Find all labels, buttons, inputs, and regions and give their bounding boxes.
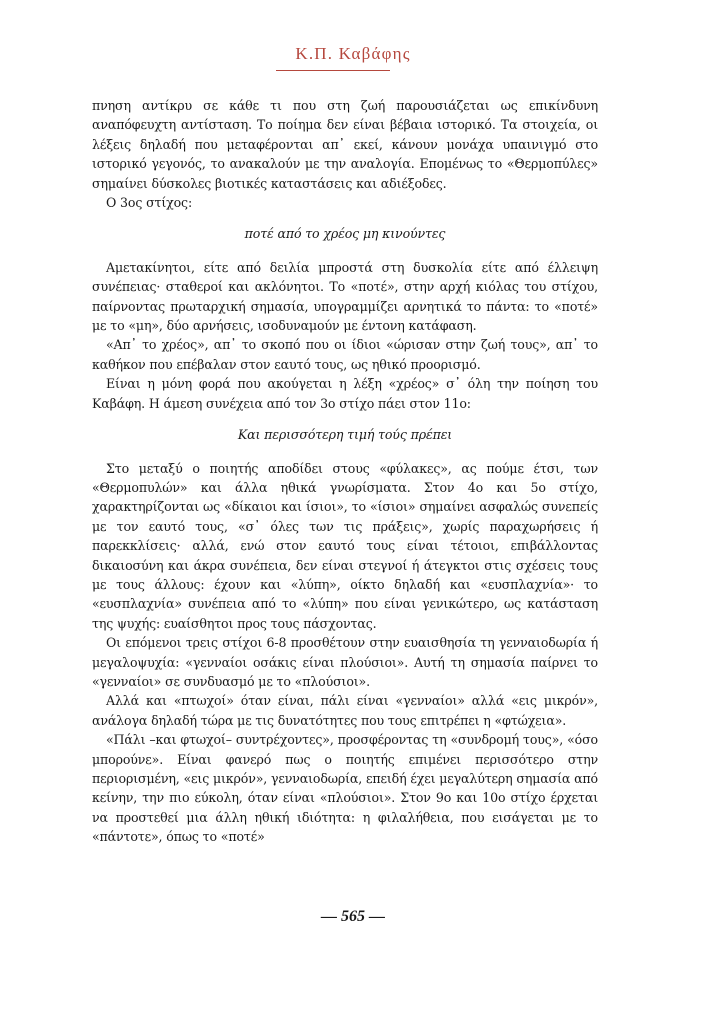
page-number: — 565 — — [321, 908, 385, 925]
paragraph: Ο 3ος στίχος: — [106, 195, 193, 211]
paragraph: Είναι η μόνη φορά που ακούγεται η λέξη «χρέος» σ᾽ όλη την ποίηση του Καβάφη. Η άμεση συνέχεια από τον 3ο στίχο πάει στον 11ο: — [92, 376, 598, 411]
paragraph: Οι επόμενοι τρεις στίχοι 6-8 προσθέτουν στην ευαισθησία τη γενναιοδωρία ή μεγαλοψυχία: «γενναίοι οσάκις είναι πλούσιοι». Αυτή τη σημασία παίρνει το «γενναίοι» σε συνδυασμό με το «πλούσιοι». — [92, 635, 598, 689]
main-text — [92, 96, 598, 847]
paragraph: πνηση αντίκρυ σε κάθε τι που στη ζωή παρουσιάζεται ως επικίνδυνη αναπόφευχτη αντίσταση. Το ποίημα δεν είναι βέβαια ιστορικό. Τα στοιχεία, οι λέξεις δηλαδή που μεταφέρονται απ᾽ εκεί, κάνουν μονάχα υπαινιγμό στο ιστορικό γεγονός, το ανακαλούν με την αναλογία. Επομένως το «Θερμοπύλες» σημαίνει δύσκολες βιοτικές καταστάσεις και αδιέξοδες. — [92, 98, 598, 191]
paragraph: Αλλά και «πτωχοί» όταν είναι, πάλι είναι «γενναίοι» αλλά «εις μικρόν», ανάλογα δηλαδή τώρα με τις δυνατότητες που τους επιτρέπει η «φτώχεια». — [92, 693, 598, 728]
quoted-verse: Και περισσότερη τιμή τούς πρέπει — [237, 427, 453, 443]
running-header: Κ.Π. Καβάφης — [295, 44, 411, 63]
paragraph: Στο μεταξύ ο ποιητής αποδίδει στους «φύλακες», ας πούμε έτσι, των «Θερμοπυλών» και άλλα ηθικά γνωρίσματα. Στον 4ο και 5ο στίχο, χαρακτηρίζονται ως «δίκαιοι και ίσιοι», το «ίσιοι» σημαίνει ασφαλώς συνεπείς με τον εαυτό τους, «σ᾽ όλες των τις πράξεις», χωρίς παραχωρήσεις ή παρεκκλίσεις· αλλά, ενώ στον εαυτό τους είναι τέτοιοι, επιβάλλοντας δικαιοσύνη και άκρα συνέπεια, δεν είναι στεγνοί ή άτεγκτοι στις σχέσεις τους με τους άλλους: έχουν και «λύπη», οίκτο δηλαδή και «ευσπλαχνία»· το «ευσπλαχνία» συνέπεια από το «λύπη» που είναι γενικώτερο, ως κατάσταση της ψυχής: ευαίσθητοι προς τους πάσχοντας. — [92, 460, 598, 631]
header-underline — [276, 70, 390, 71]
paragraph: Αμετακίνητοι, είτε από δειλία μπροστά στη δυσκολία είτε από έλλειψη συνέπειας· σταθεροί και ακλόνητοι. Το «ποτέ», στην αρχή κιόλας του στίχου, παίρνοντας πρωταρχική σημασία, υπογραμμίζει αρνητικά το πάντα: το «ποτέ» με το «μη», δύο αρνήσεις, ισοδυναμούν με έντονη κατάφαση. — [92, 259, 598, 334]
paragraph: «Πάλι –και φτωχοί– συντρέχοντες», προσφέροντας τη «συνδρομή τους», «όσο μπορούνε». Είναι φανερό πως ο ποιητής επιμένει περισσότερο στην περιορισμένη, «εις μικρόν», γενναιοδωρία, επειδή έχει μεγαλύτερη σημασία από κείνην, την πιο εύκολη, όταν είναι «πλούσιοι». Στον 9ο και 10ο στίχο έρχεται να προστεθεί μια άλλη ηθική ιδιότητα: η φιλαλήθεια, που εισάγεται με το «πάντοτε», όπως το «ποτέ» — [92, 732, 598, 845]
paragraph: «Απ᾽ το χρέος», απ᾽ το σκοπό που οι ίδιοι «ώρισαν στην ζωή τους», απ᾽ το καθήκον που επέβαλαν στον εαυτό τους, ως ηθικό προορισμό. — [92, 337, 598, 372]
quoted-verse: ποτέ από το χρέος μη κινούντες — [244, 226, 446, 242]
